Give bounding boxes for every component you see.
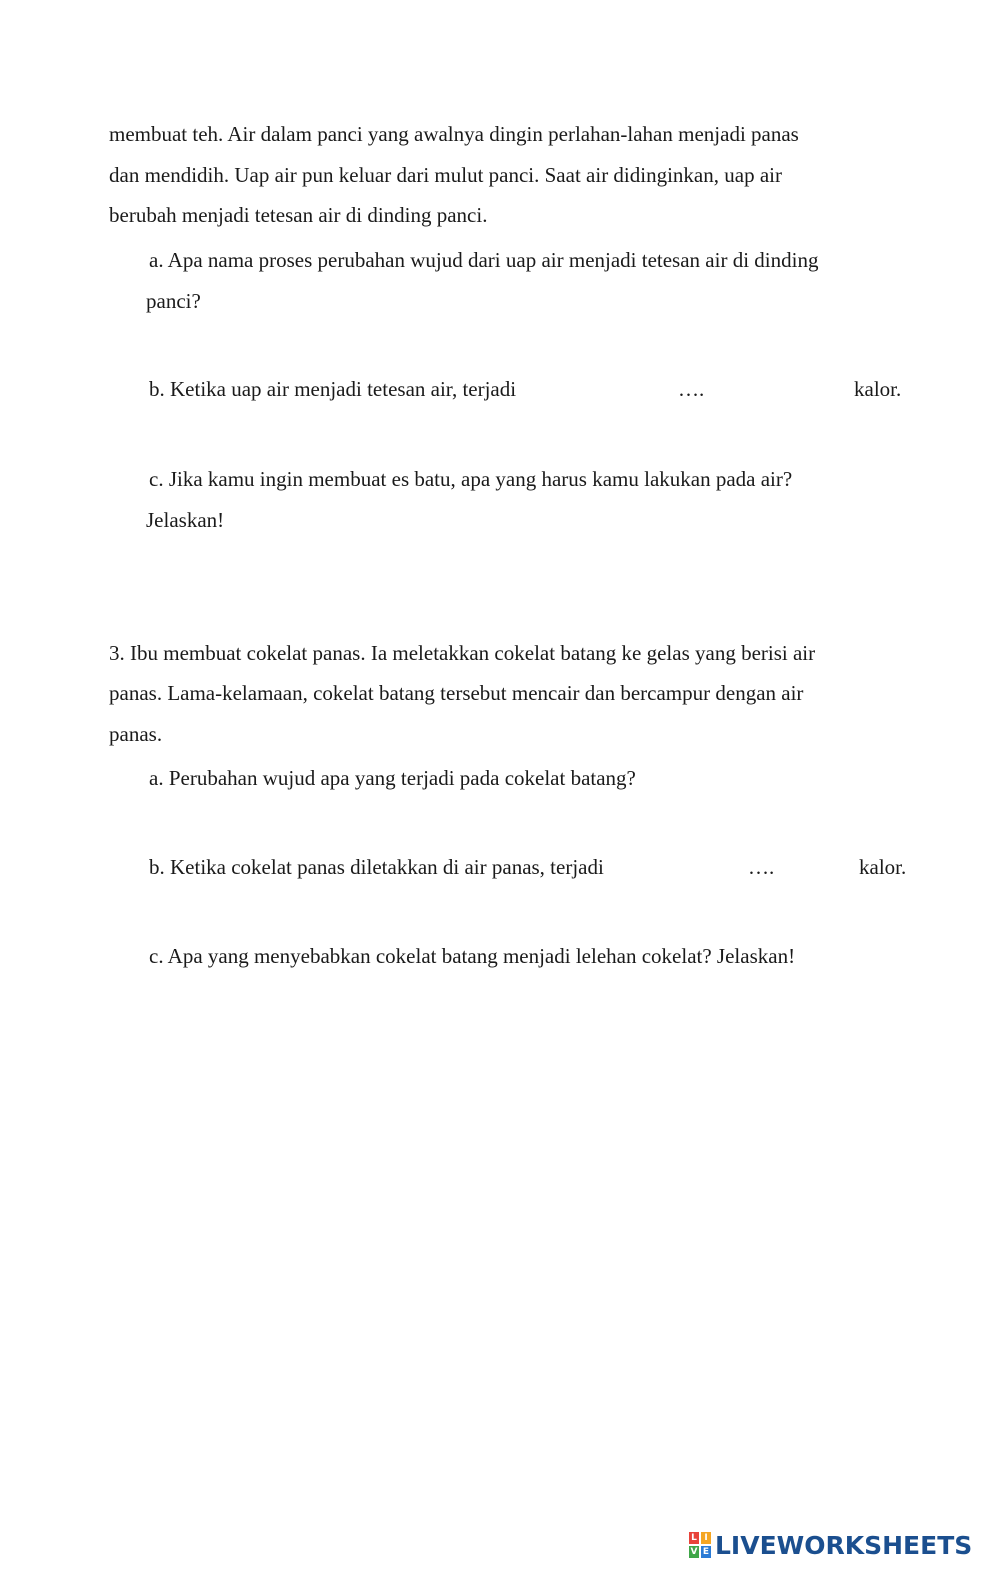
logo-letter-l: L <box>689 1532 699 1544</box>
q2-question-a-line-1: a. Apa nama proses perubahan wujud dari uap air menjadi tetesan air di dinding <box>149 248 819 272</box>
logo-letter-v: V <box>690 1547 698 1557</box>
q2-question-c-line-2: Jelaskan! <box>146 508 225 532</box>
q3-paragraph-line-2: panas. Lama-kelamaan, cokelat batang tersebut mencair dan bercampur dengan air <box>109 681 804 705</box>
liveworksheets-logo <box>689 1530 972 1560</box>
q2-question-b-end: kalor. <box>854 377 902 401</box>
q3-question-b-blank[interactable]: …. <box>748 855 775 879</box>
q3-question-b-end: kalor. <box>859 855 907 879</box>
q2-question-b-blank[interactable]: …. <box>678 377 705 401</box>
q2-question-c-line-1: c. Jika kamu ingin membuat es batu, apa yang harus kamu lakukan pada air? <box>149 467 793 491</box>
q2-paragraph-line-3: berubah menjadi tetesan air di dinding panci. <box>109 203 488 227</box>
q2-paragraph-line-1: membuat teh. Air dalam panci yang awalnya dingin perlahan-lahan menjadi panas <box>109 122 799 146</box>
q3-question-c: c. Apa yang menyebabkan cokelat batang menjadi lelehan cokelat? Jelaskan! <box>149 944 796 968</box>
q3-paragraph-line-3: panas. <box>109 722 163 746</box>
q2-question-a-line-2: panci? <box>146 289 201 313</box>
q2-question-b-text: b. Ketika uap air menjadi tetesan air, terjadi <box>149 377 517 401</box>
q3-question-a: a. Perubahan wujud apa yang terjadi pada cokelat batang? <box>149 766 636 790</box>
liveworksheets-logo-text: LIVEWORKSHEETS <box>715 1530 973 1560</box>
q2-paragraph-line-2: dan mendidih. Uap air pun keluar dari mulut panci. Saat air didinginkan, uap air <box>109 163 782 187</box>
logo-letter-e: E <box>702 1547 710 1557</box>
q3-question-b-text: b. Ketika cokelat panas diletakkan di air panas, terjadi <box>149 855 604 879</box>
liveworksheets-logo-icon <box>689 1532 711 1558</box>
logo-letter-i: I <box>701 1532 711 1544</box>
q3-paragraph-line-1: 3. Ibu membuat cokelat panas. Ia meletakkan cokelat batang ke gelas yang berisi air <box>109 641 816 665</box>
